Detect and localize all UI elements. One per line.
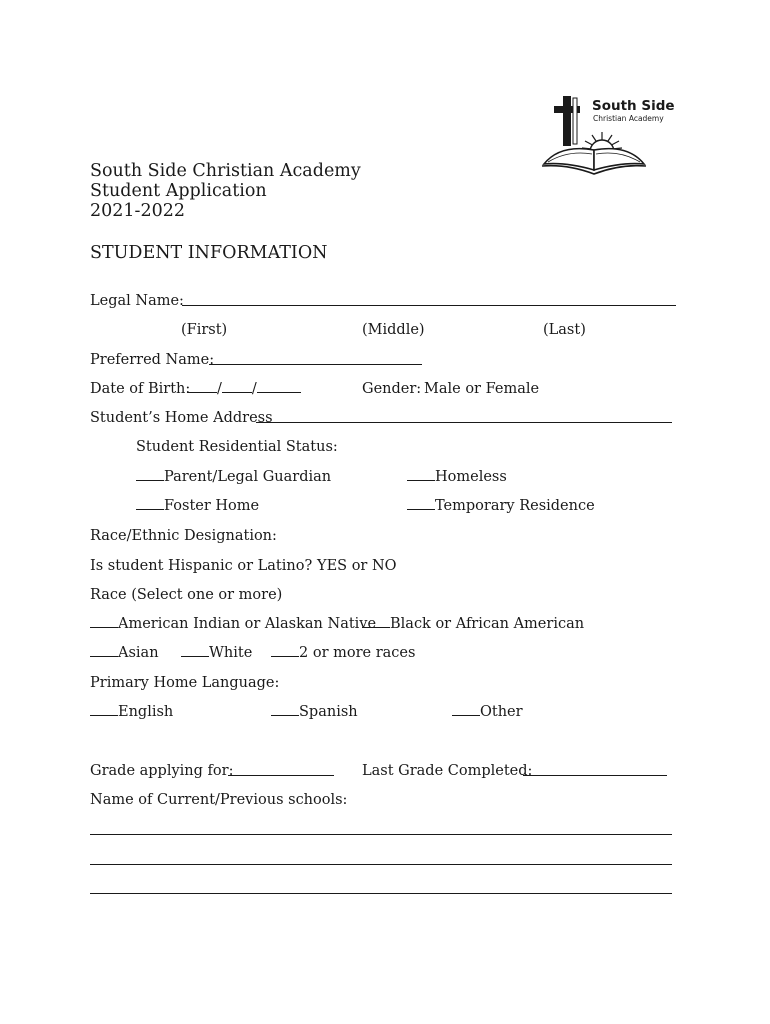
legal-name-field[interactable] <box>182 305 676 306</box>
race-option-multiple[interactable] <box>271 644 415 662</box>
schools-label: Name of Current/Previous schools: <box>90 792 348 808</box>
dob-field[interactable]: / / <box>187 380 301 398</box>
section-title: STUDENT INFORMATION <box>90 243 328 263</box>
hispanic-question: Is student Hispanic or Latino? <box>90 558 313 574</box>
preferred-name-label: Preferred Name: <box>90 352 215 368</box>
schools-line-2[interactable] <box>90 864 672 865</box>
language-option-spanish[interactable] <box>271 703 358 721</box>
race-option-asian[interactable] <box>90 644 159 662</box>
language-option-label: Other <box>480 704 523 720</box>
residential-option-label: Parent/Legal Guardian <box>164 469 332 485</box>
hispanic-options[interactable]: YES or NO <box>317 558 397 574</box>
race-option-label: White <box>209 645 253 661</box>
school-logo <box>540 92 680 178</box>
language-option-label: English <box>118 704 174 720</box>
residential-option-temporary[interactable] <box>407 497 595 515</box>
school-year: 2021-2022 <box>90 201 185 221</box>
race-option-american-indian[interactable] <box>90 615 376 633</box>
race-option-black[interactable] <box>362 615 584 633</box>
preferred-name-field[interactable] <box>209 364 422 365</box>
language-option-label: Spanish <box>299 704 358 720</box>
residential-status-label: Student Residential Status: <box>136 439 338 455</box>
home-address-label: Student’s Home Address <box>90 410 273 426</box>
logo-subtitle: Christian Academy <box>593 114 664 123</box>
residential-option-label: Temporary Residence <box>435 498 595 514</box>
gender-options[interactable]: Male or Female <box>424 381 540 397</box>
race-option-label: Asian <box>118 645 159 661</box>
race-option-white[interactable] <box>181 644 252 662</box>
name-first-caption: (First) <box>181 322 228 338</box>
school-name: South Side Christian Academy <box>90 161 361 181</box>
home-address-field[interactable] <box>256 422 672 423</box>
legal-name-label: Legal Name: <box>90 293 184 309</box>
race-option-label: American Indian or Alaskan Native <box>118 616 377 632</box>
document-title: Student Application <box>90 181 267 201</box>
language-label: Primary Home Language: <box>90 675 280 691</box>
name-last-caption: (Last) <box>543 322 586 338</box>
residential-option-label: Foster Home <box>164 498 260 514</box>
residential-option-foster[interactable] <box>136 497 259 515</box>
race-label: Race (Select one or more) <box>90 587 283 603</box>
race-ethnic-label: Race/Ethnic Designation: <box>90 528 277 544</box>
name-middle-caption: (Middle) <box>362 322 425 338</box>
grade-applying-field[interactable] <box>228 775 334 776</box>
gender-label: Gender: <box>362 381 422 397</box>
dob-label: Date of Birth: <box>90 381 191 397</box>
schools-line-3[interactable] <box>90 893 672 894</box>
schools-line-1[interactable] <box>90 834 672 835</box>
residential-option-homeless[interactable] <box>407 468 507 486</box>
language-option-other[interactable] <box>452 703 523 721</box>
logo-name: South Side <box>592 98 675 114</box>
residential-option-label: Homeless <box>435 469 507 485</box>
race-option-label: 2 or more races <box>299 645 416 661</box>
grade-applying-label: Grade applying for: <box>90 763 234 779</box>
residential-option-parent[interactable] <box>136 468 331 486</box>
language-option-english[interactable] <box>90 703 173 721</box>
race-option-label: Black or African American <box>390 616 585 632</box>
last-grade-label: Last Grade Completed: <box>362 763 533 779</box>
last-grade-field[interactable] <box>523 775 667 776</box>
